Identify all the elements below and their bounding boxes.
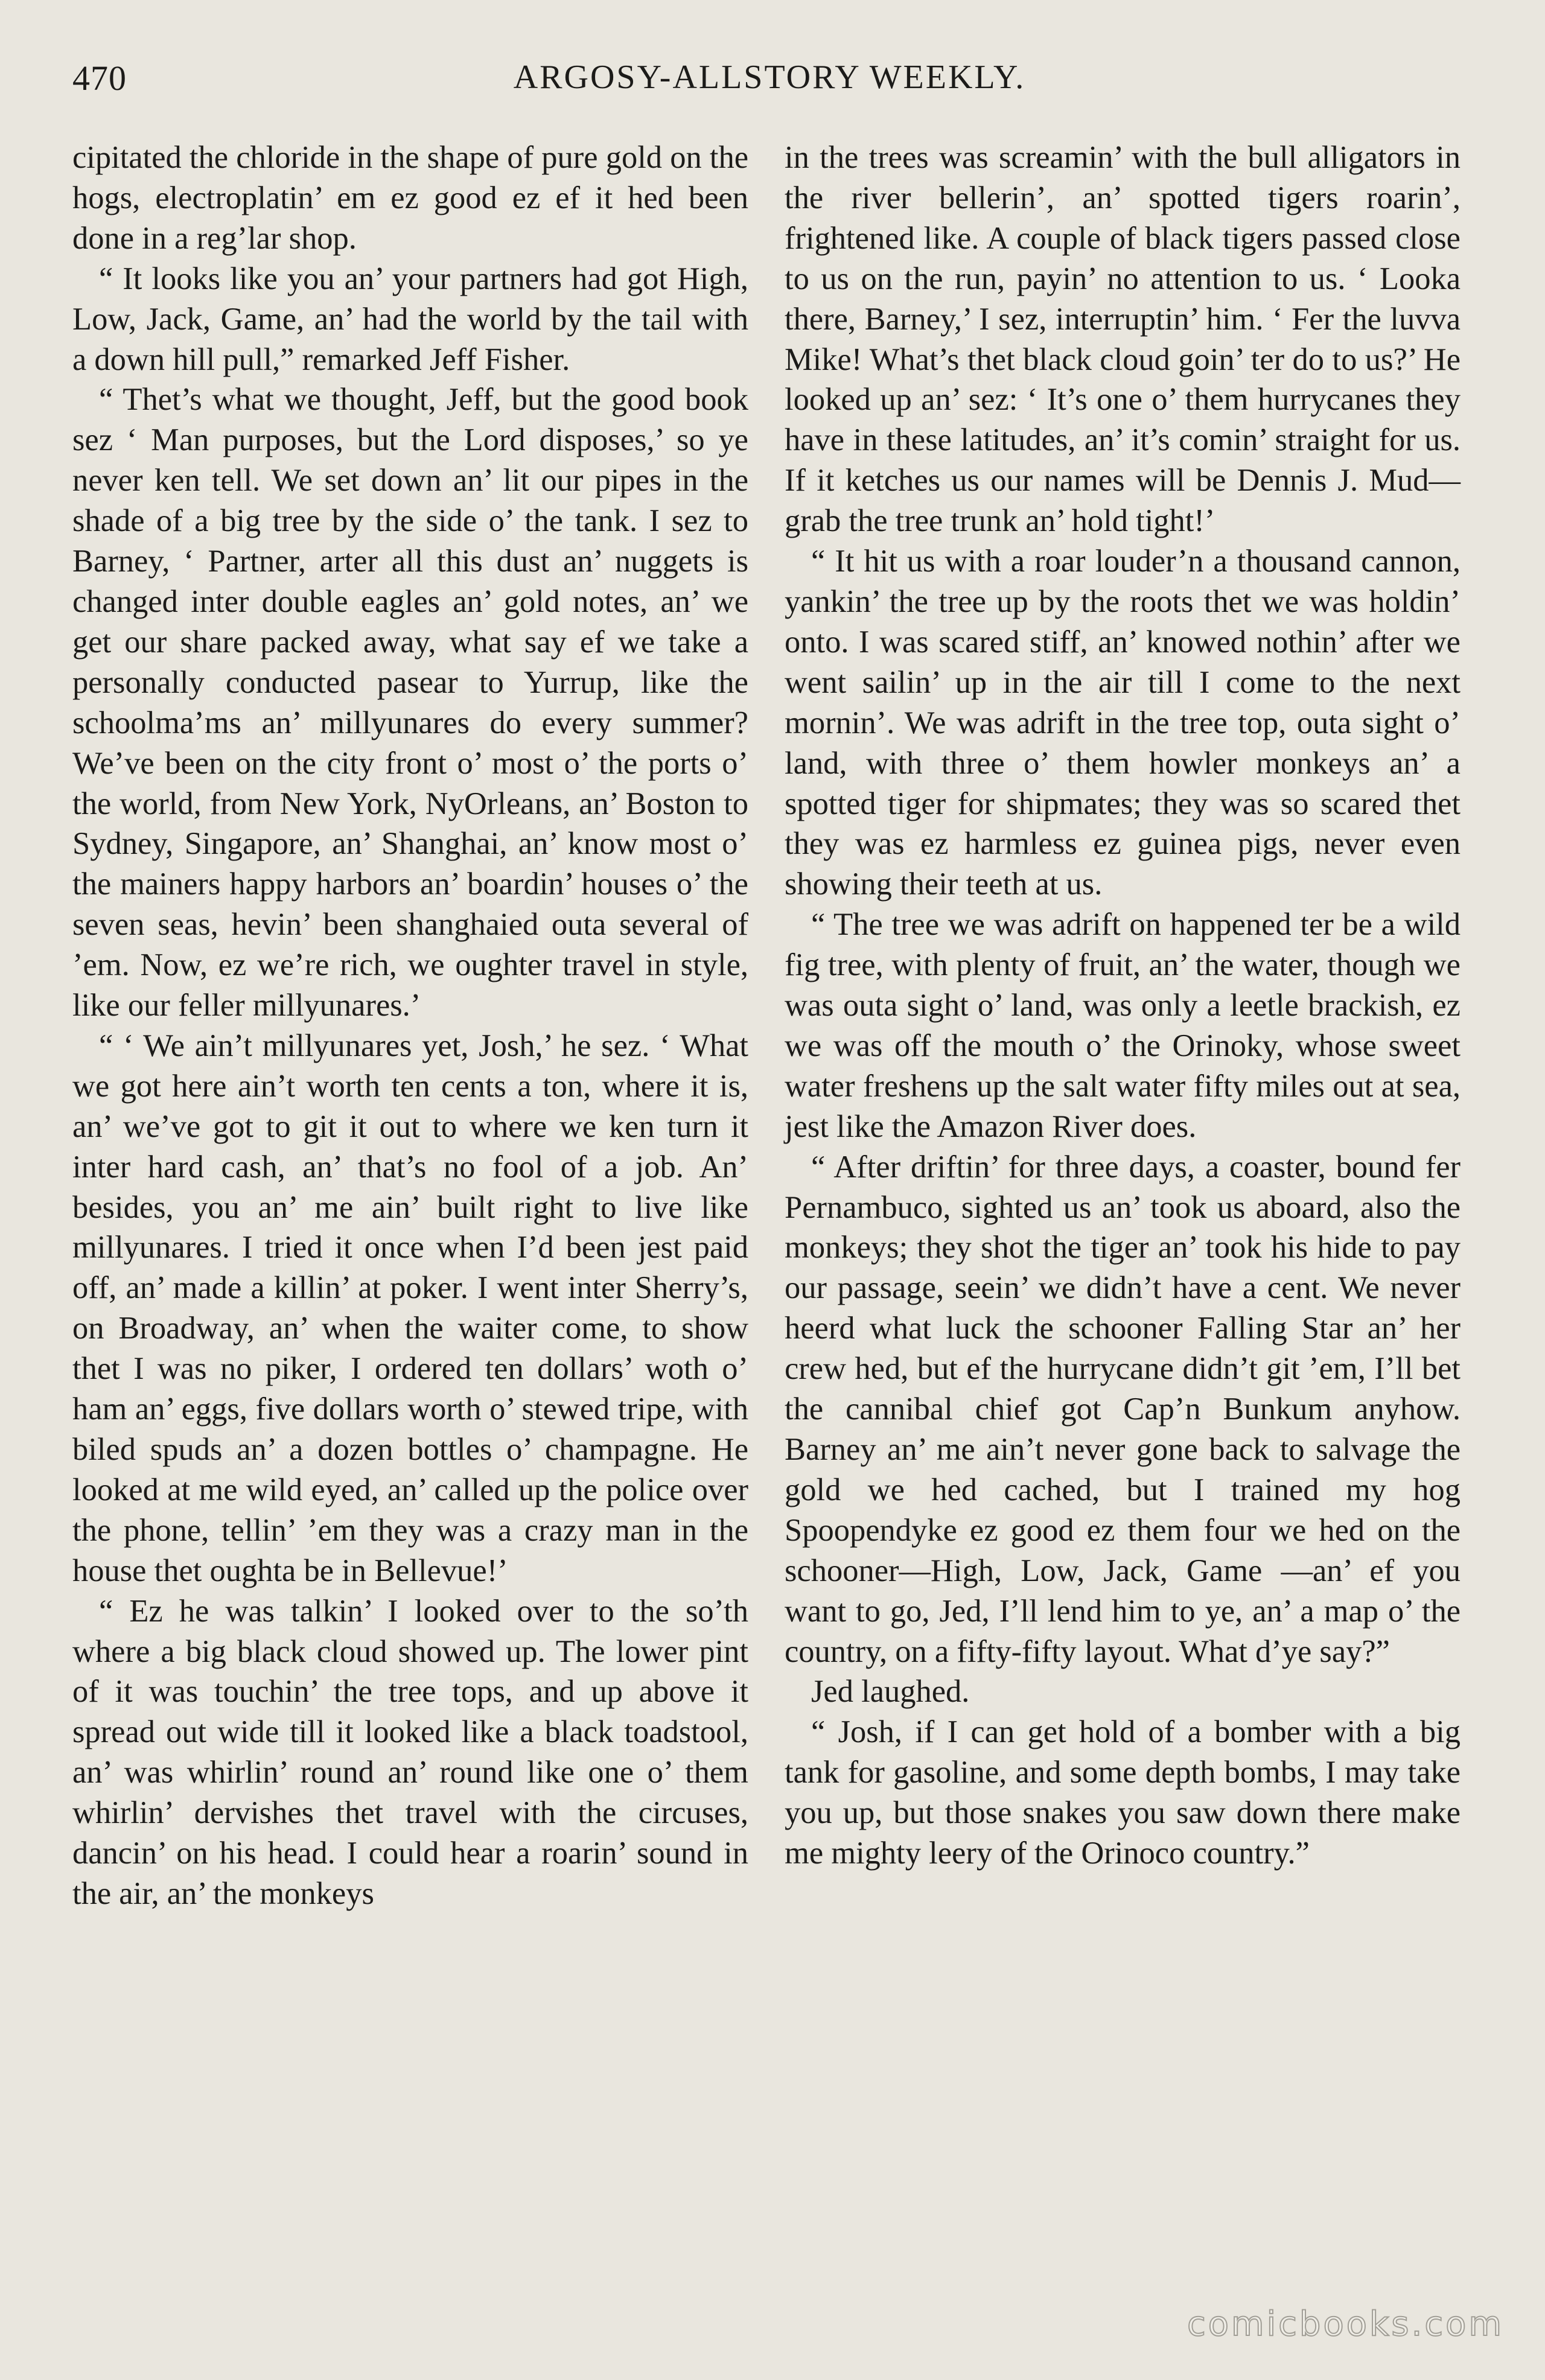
paragraph: “ After driftin’ for three days, a coaster, bound fer Pernambuco, sighted us an’ took us aboard, also the monkeys; they shot the tiger an’ took his hide to pay our passage, seein’ we didn’t have a cent. We never heerd what luck the schooner Falling Star an’ her crew hed, but ef the hurrycane didn’t git ’em, I’ll bet the cannibal chief got Cap’n Bunkum anyhow. Barney an’ me ain’t never gone back to salvage the gold we hed cached, but I trained my hog Spoopendyke ez good ez them four we hed on the schooner—High, Low, Jack, Game —an’ ef you want to go, Jed, I’ll lend him to ye, an’ a map o’ the country, on a fifty-fifty layout. What d’ye say?” bbox=[785, 1149, 1461, 1669]
paragraph: “ ‘ We ain’t millyunares yet, Josh,’ he sez. ‘ What we got here ain’t worth ten cents a ton, where it is, an’ we’ve got to git it out to where we ken turn it inter hard cash, an’ that’s no fool of a job. An’ besides, you an’ me ain’ built right to live like millyunares. I tried it once when I’d been jest paid off, an’ made a killin’ at poker. I went inter Sherry’s, on Broadway, an’ when the waiter come, to show thet I was no piker, I ordered ten dollars’ woth o’ ham an’ eggs, five dollars worth o’ stewed tripe, with biled spuds an’ a dozen bottles o’ champagne. He looked at me wild eyed, an’ called up the police over the phone, tellin’ ’em they was a crazy man in the house thet oughta be in Bellevue!’ bbox=[72, 1028, 748, 1588]
paragraph: “ Thet’s what we thought, Jeff, but the good book sez ‘ Man purposes, but the Lord disposes,’ so ye never ken tell. We set down an’ lit our pipes in the shade of a big tree by the side o’ the tank. I sez to Barney, ‘ Partner, arter all this dust an’ nuggets is changed inter double eagles an’ gold notes, an’ we get our share packed away, what say ef we take a personally conducted pasear to Yurrup, like the schoolma’ms an’ millyunares do every summer? We’ve been on the city front o’ most o’ the ports o’ the world, from New York, NyOrleans, an’ Boston to Sydney, Singapore, an’ Shanghai, an’ know most o’ the mainers happy harbors an’ boardin’ houses o’ the seven seas, hevin’ been shanghaied outa several of ’em. Now, ez we’re rich, we oughter travel in style, like our feller millyunares.’ bbox=[72, 382, 748, 1023]
paragraph: “ The tree we was adrift on happened ter be a wild fig tree, with plenty of fruit, an’ the water, though we was outa sight o’ land, was only a leetle brackish, ez we was off the mouth o’ the Orinoky, whose sweet water freshens up the salt water fifty miles out at sea, jest like the Amazon River does. bbox=[785, 907, 1461, 1144]
paragraph: “ Ez he was talkin’ I looked over to the so’th where a big black cloud showed up. The lower pint of it was touchin’ the tree tops, and up above it spread out wide till it looked like a black toadstool, an’ was whirlin’ round an’ round like one o’ them whirlin’ dervishes thet travel with the circuses, dancin’ on his head. I could hear a roarin’ sound in the air, an’ the monkeys bbox=[72, 1593, 748, 1911]
paragraph: Jed laughed. bbox=[811, 1674, 970, 1710]
paragraph: “ It hit us with a roar louder’n a thousand cannon, yankin’ the tree up by the roots thet we was holdin’ onto. I was scared stiff, an’ knowed nothin’ after we went sailin’ up in the air till I come to the next mornin’. We was adrift in the tree top, outa sight o’ land, with three o’ them howler monkeys an’ a spotted tiger for shipmates; they was so scared thet they was ez harmless ez guinea pigs, never even showing their teeth at us. bbox=[785, 544, 1461, 902]
page-number: 470 bbox=[72, 59, 127, 98]
left-column bbox=[72, 138, 748, 1914]
paragraph: “ It looks like you an’ your partners had got High, Low, Jack, Game, an’ had the world by the tail with a down hill pull,” remarked Jeff Fisher. bbox=[72, 261, 748, 377]
watermark: comicbooks.com bbox=[1187, 2305, 1504, 2344]
right-column bbox=[785, 138, 1461, 1874]
paragraph: in the trees was screamin’ with the bull alligators in the river bellerin’, an’ spotted tigers roarin’, frightened like. A couple of black tigers passed close to us on the run, payin’ no attention to us. ‘ Looka there, Barney,’ I sez, interruptin’ him. ‘ Fer the luvva Mike! What’s thet black cloud goin’ ter do to us?’ He looked up an’ sez: ‘ It’s one o’ them hurrycanes they have in these latitudes, an’ it’s comin’ straight for us. If it ketches us our names will be Dennis J. Mud—grab the tree trunk an’ hold tight!’ bbox=[785, 140, 1461, 539]
paragraph: cipitated the chloride in the shape of pure gold on the hogs, electroplatin’ em ez good ez ef it hed been done in a reg’lar shop. bbox=[72, 140, 748, 256]
running-title: ARGOSY-ALLSTORY WEEKLY. bbox=[513, 59, 1026, 96]
page-header bbox=[72, 58, 1467, 112]
paragraph: “ Josh, if I can get hold of a bomber with a big tank for gasoline, and some depth bombs, I may take you up, but those snakes you saw down there make me mighty leery of the Orinoco country.” bbox=[785, 1714, 1461, 1871]
